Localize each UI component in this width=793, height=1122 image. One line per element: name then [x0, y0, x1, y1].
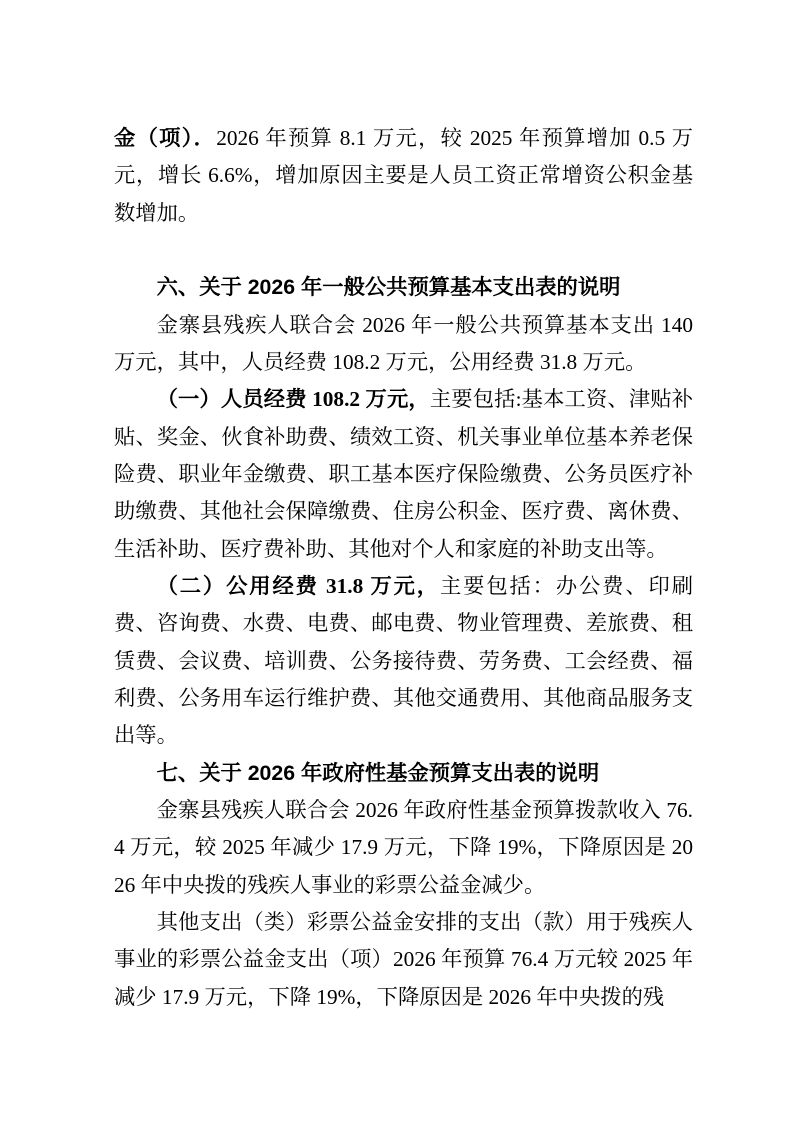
paragraph-continuation — [114, 120, 693, 232]
item-one-text: 主要包括:基本工资、津贴补贴、奖金、伙食补助费、绩效工资、机关事业单位基本养老保险费、职业年金缴费、职工基本医疗保险缴费、公务员医疗补助缴费、其他社会保障缴费、住房公积金、医疗费、离休费、生活补助、医疗费补助、其他对个人和家庭的补助支出等。 — [114, 387, 693, 561]
paragraph-continuation-text: 2026 年预算 8.1 万元，较 2025 年预算增加 0.5 万元，增长 6.6%，增加原因主要是人员工资正常增资公积金基数增加。 — [114, 126, 693, 225]
section-six-intro-paragraph: 金寨县残疾人联合会 2026 年一般公共预算基本支出 140 万元，其中，人员经费 108.2 万元，公用经费 31.8 万元。 — [114, 312, 693, 374]
section-six-heading: 六、关于 2026 年一般公共预算基本支出表的说明 — [156, 275, 621, 300]
item-two-bold-lead: （二）公用经费 31.8 万元， — [156, 573, 440, 598]
paragraph-continuation-bold-lead: 金（项）． — [114, 126, 217, 150]
section-six-item-one-paragraph — [114, 381, 693, 568]
section-seven-intro-paragraph: 金寨县残疾人联合会 2026 年政府性基金预算拨款收入 76.4 万元，较 2025 年减少 17.9 万元，下降 19%，下降原因是 2026 年中央拨的残疾人事业的彩票公益金减少。 — [114, 797, 693, 897]
item-two-text: 主要包括：办公费、印刷费、咨询费、水费、电费、邮电费、物业管理费、差旅费、租赁费、会议费、培训费、公务接待费、劳务费、工会经费、福利费、公务用车运行维护费、其他交通费用、其他商品服务支出等。 — [114, 573, 693, 748]
section-seven-detail-paragraph: 其他支出（类）彩票公益金安排的支出（款）用于残疾人事业的彩票公益金支出（项）2026 年预算 76.4 万元较 2025 年减少 17.9 万元，下降 19%，下降原因是 2026 年中央拨的残 — [114, 909, 693, 1009]
section-six-item-two-paragraph — [114, 568, 693, 755]
item-one-bold-lead: （一）人员经费 108.2 万元， — [156, 387, 430, 412]
section-seven-heading: 七、关于 2026 年政府性基金预算支出表的说明 — [156, 760, 600, 785]
